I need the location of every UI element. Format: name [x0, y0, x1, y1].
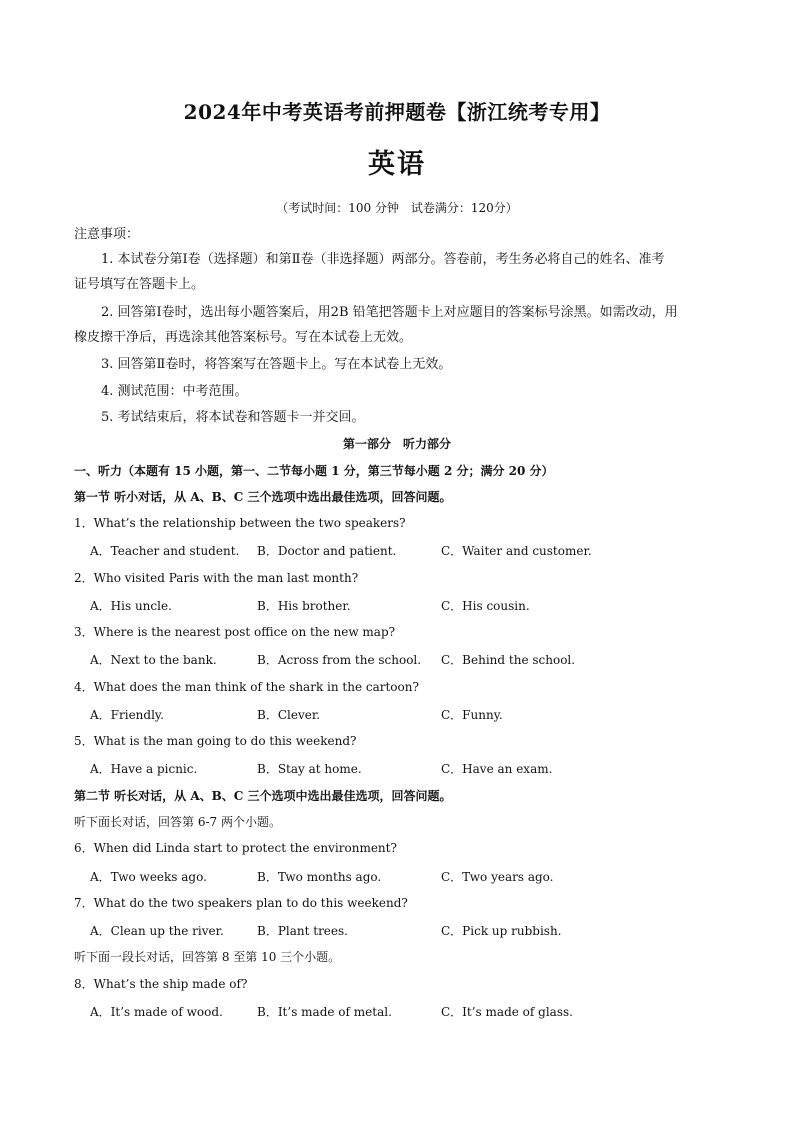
question-3: 3．Where is the nearest post office on the new map?: [74, 625, 396, 639]
question-1: 1．What’s the relationship between the two speakers?: [74, 516, 406, 530]
q6-option-a: A．Two weeks ago.: [90, 870, 207, 884]
note-2-line1: 2. 回答第Ⅰ卷时，选出每小题答案后，用2B 铅笔把答题卡上对应题目的答案标号涂黑。如需改动，用: [101, 305, 678, 320]
question-6: 6．When did Linda start to protect the environment?: [74, 841, 397, 855]
q8-option-c: C．It’s made of glass.: [441, 1005, 573, 1019]
q2-option-b: B．His brother.: [257, 599, 351, 613]
q8-option-b: B．It’s made of metal.: [257, 1005, 392, 1019]
q2-option-c: C．His cousin.: [441, 599, 530, 613]
q3-option-a: A．Next to the bank.: [90, 653, 217, 667]
note-1-line2: 证号填写在答题卡上。: [74, 277, 205, 292]
question-7: 7．What do the two speakers plan to do this weekend?: [74, 896, 408, 910]
notes-label: 注意事项：: [74, 227, 140, 242]
q4-option-a: A．Friendly.: [90, 708, 164, 722]
section2-title: 第二节 听长对话，从 A、B、C 三个选项中选出最佳选项，回答问题。: [74, 789, 452, 803]
q8-option-a: A．It’s made of wood.: [90, 1005, 223, 1019]
part1-heading: 第一部分 听力部分: [342, 437, 451, 451]
q6-option-c: C．Two years ago.: [441, 870, 554, 884]
q1-option-c: C．Waiter and customer.: [441, 544, 592, 558]
q7-option-b: B．Plant trees.: [257, 924, 348, 938]
question-5: 5．What is the man going to do this weekend?: [74, 734, 357, 748]
q3-option-b: B．Across from the school.: [257, 653, 422, 667]
question-4: 4．What does the man think of the shark in the cartoon?: [74, 680, 419, 694]
instruction-6-7: 听下面长对话，回答第 6-7 两个小题。: [74, 815, 281, 829]
subject-title: 英语: [368, 149, 426, 180]
note-3: 3. 回答第Ⅱ卷时，将答案写在答题卡上。写在本试卷上无效。: [101, 357, 452, 372]
section1-title: 第一节 听小对话，从 A、B、C 三个选项中选出最佳选项，回答问题。: [74, 490, 452, 504]
q5-option-c: C．Have an exam.: [441, 762, 553, 776]
q4-option-c: C．Funny.: [441, 708, 503, 722]
exam-title: 2024年中考英语考前押题卷【浙江统考专用】: [183, 100, 611, 124]
q6-option-b: B．Two months ago.: [257, 870, 382, 884]
q7-option-c: C．Pick up rubbish.: [441, 924, 562, 938]
question-8: 8．What’s the ship made of?: [74, 977, 248, 991]
note-5: 5. 考试结束后，将本试卷和答题卡一并交回。: [101, 410, 365, 425]
q4-option-b: B．Clever.: [257, 708, 321, 722]
q5-option-a: A．Have a picnic.: [90, 762, 198, 776]
q1-option-b: B．Doctor and patient.: [257, 544, 397, 558]
q7-option-a: A．Clean up the river.: [90, 924, 224, 938]
q2-option-a: A．His uncle.: [90, 599, 172, 613]
question-2: 2．Who visited Paris with the man last month?: [74, 571, 359, 585]
q3-option-c: C．Behind the school.: [441, 653, 576, 667]
note-2-line2: 橡皮擦干净后，再选涂其他答案标号。写在本试卷上无效。: [74, 330, 413, 345]
exam-info: （考试时间：100 分钟 试卷满分：120分）: [276, 201, 518, 215]
listening-section-title: 一、听力（本题有 15 小题，第一、二节每小题 1 分，第三节每小题 2 分；满分 20 分）: [74, 464, 554, 478]
note-4: 4. 测试范围：中考范围。: [101, 384, 248, 399]
q1-option-a: A．Teacher and student.: [90, 544, 240, 558]
note-1-line1: 1. 本试卷分第Ⅰ卷（选择题）和第Ⅱ卷（非选择题）两部分。答卷前，考生务必将自己的姓名、准考: [101, 252, 665, 267]
q5-option-b: B．Stay at home.: [257, 762, 362, 776]
instruction-8-10: 听下面一段长对话，回答第 8 至第 10 三个小题。: [74, 950, 341, 964]
